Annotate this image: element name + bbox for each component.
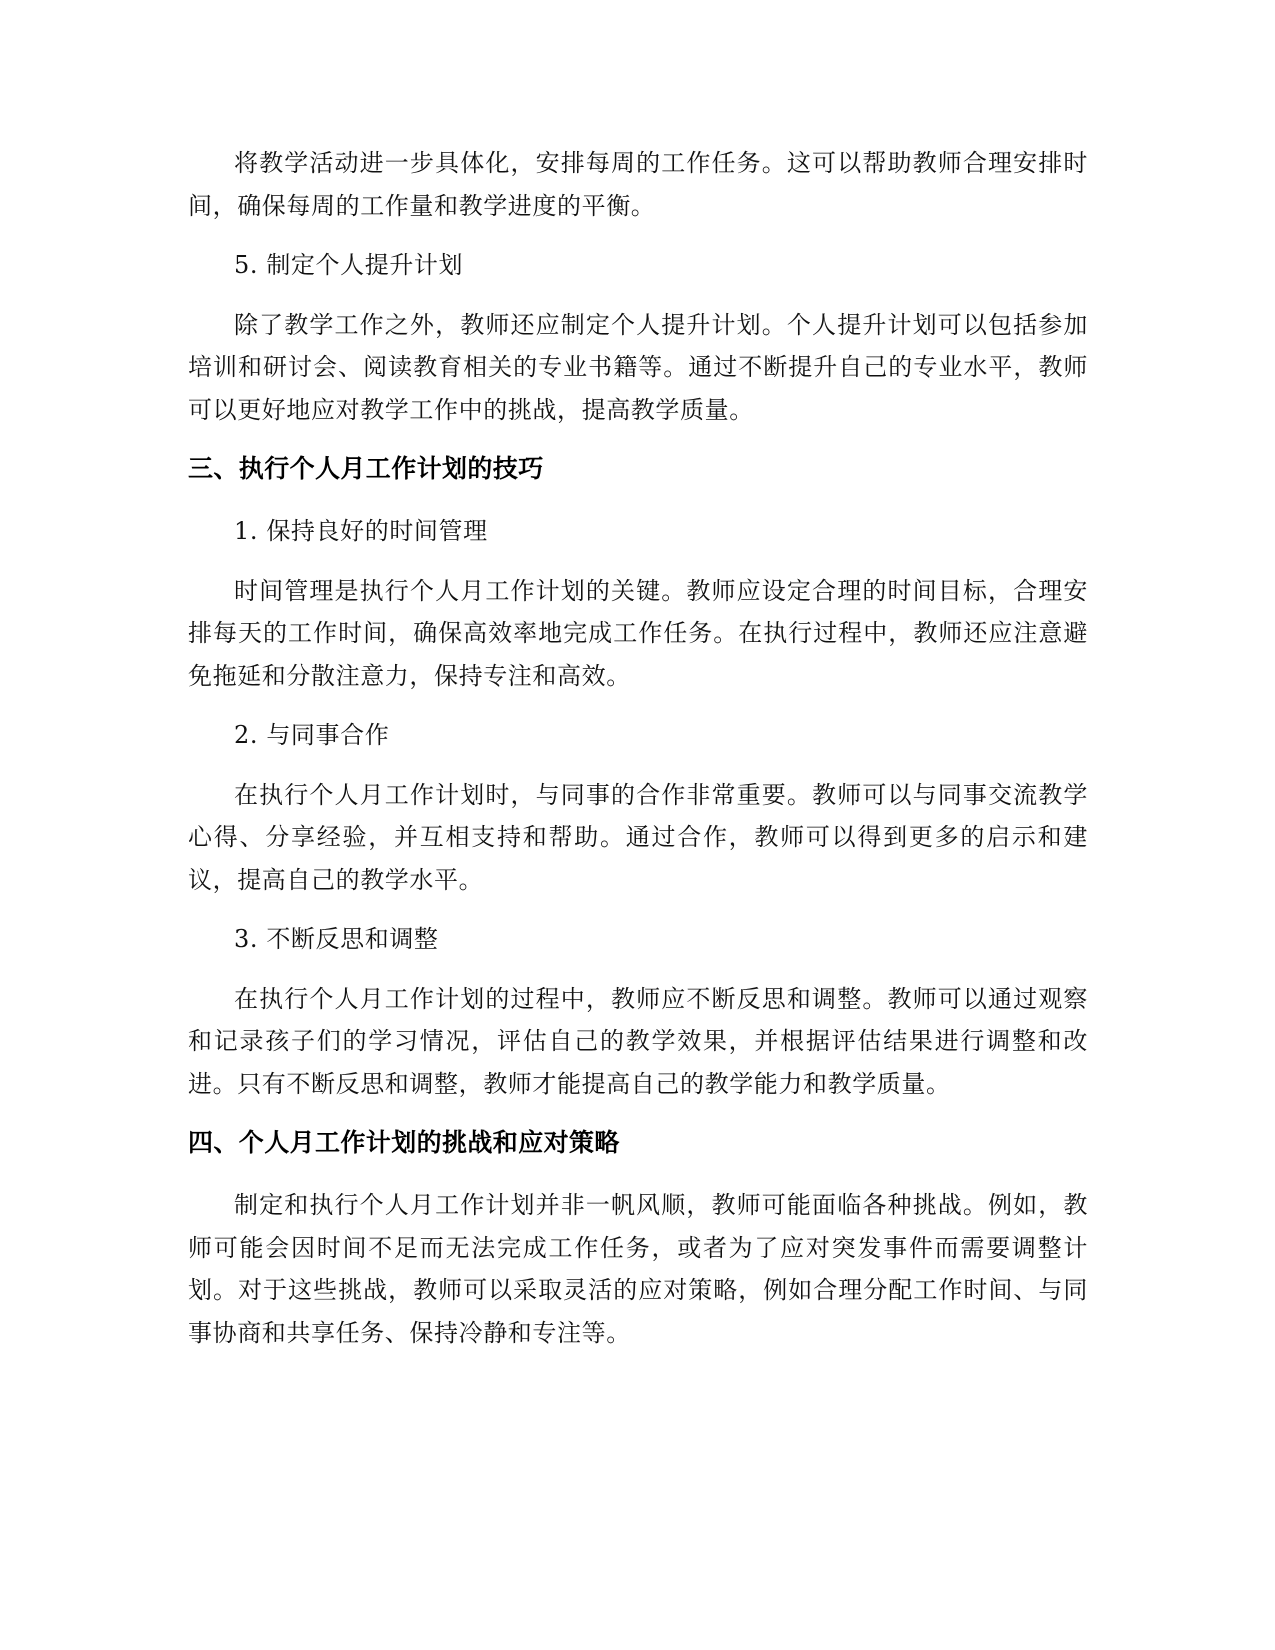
- paragraph-weekly-tasks: 将教学活动进一步具体化，安排每周的工作任务。这可以帮助教师合理安排时间，确保每周的工作量和教学进度的平衡。: [188, 149, 1088, 220]
- subheading-time-management: 1. 保持良好的时间管理: [234, 517, 488, 545]
- paragraph-challenges: 制定和执行个人月工作计划并非一帆风顺，教师可能面临各种挑战。例如，教师可能会因时间不足而无法完成工作任务，或者为了应对突发事件而需要调整计划。对于这些挑战，教师可以采取灵活的应对策略，例如合理分配工作时间、与同事协商和共享任务、保持冷静和专注等。: [188, 1191, 1088, 1347]
- paragraph-colleague-cooperation: 在执行个人月工作计划时，与同事的合作非常重要。教师可以与同事交流教学心得、分享经验，并互相支持和帮助。通过合作，教师可以得到更多的启示和建议，提高自己的教学水平。: [188, 780, 1088, 894]
- section-heading-challenges-strategies: 四、个人月工作计划的挑战和应对策略: [188, 1128, 620, 1157]
- subheading-reflect-adjust: 3. 不断反思和调整: [234, 925, 439, 953]
- subheading-colleague-cooperation: 2. 与同事合作: [234, 721, 390, 749]
- paragraph-time-management: 时间管理是执行个人月工作计划的关键。教师应设定合理的时间目标，合理安排每天的工作时间，确保高效率地完成工作任务。在执行过程中，教师还应注意避免拖延和分散注意力，保持专注和高效。: [188, 576, 1088, 690]
- subheading-personal-improvement-plan: 5. 制定个人提升计划: [234, 251, 464, 279]
- section-heading-execution-tips: 三、执行个人月工作计划的技巧: [188, 454, 544, 483]
- document-body: [188, 142, 1088, 1371]
- paragraph-personal-improvement: 除了教学工作之外，教师还应制定个人提升计划。个人提升计划可以包括参加培训和研讨会、阅读教育相关的专业书籍等。通过不断提升自己的专业水平，教师可以更好地应对教学工作中的挑战，提高教学质量。: [188, 310, 1088, 424]
- paragraph-reflect-adjust: 在执行个人月工作计划的过程中，教师应不断反思和调整。教师可以通过观察和记录孩子们的学习情况，评估自己的教学效果，并根据评估结果进行调整和改进。只有不断反思和调整，教师才能提高自己的教学能力和教学质量。: [188, 984, 1088, 1098]
